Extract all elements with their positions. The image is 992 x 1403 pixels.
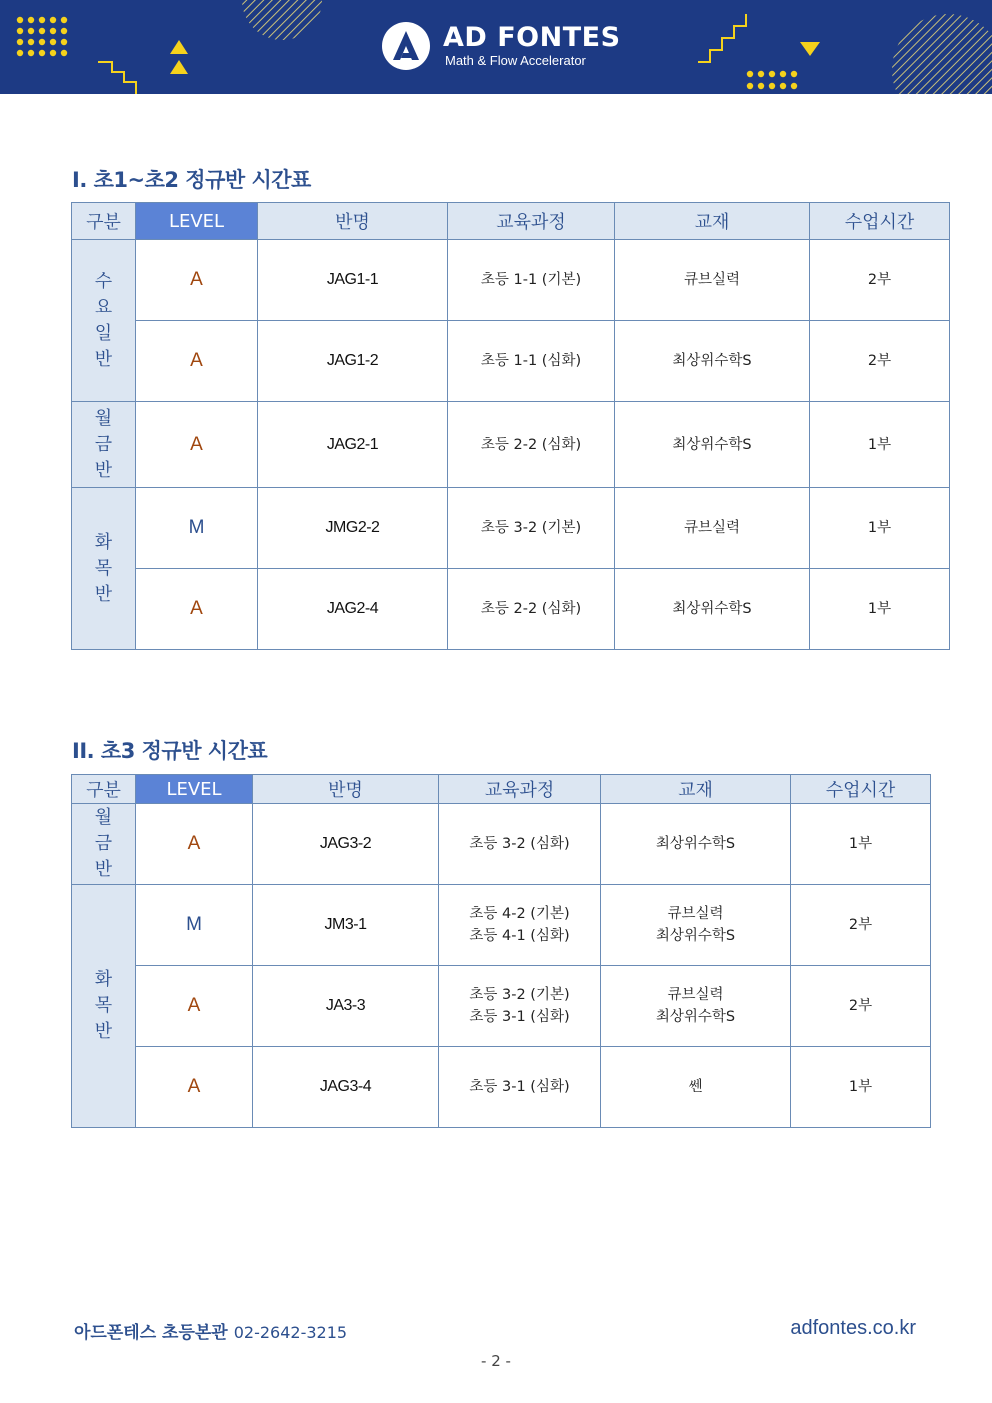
curriculum-cell — [448, 569, 615, 650]
group-label-char: 금 — [94, 833, 113, 854]
column-header: 교재 — [615, 203, 810, 240]
level-cell: A — [136, 966, 253, 1047]
textbook-cell — [615, 488, 810, 569]
group-label — [72, 885, 136, 1128]
table-row — [72, 1047, 931, 1128]
level-cell: A — [136, 1047, 253, 1128]
column-header: 반명 — [253, 775, 439, 804]
group-label-char: 화 — [94, 531, 113, 553]
table-row — [72, 569, 950, 650]
textbook-cell — [615, 569, 810, 650]
textbook-cell — [601, 1047, 791, 1128]
footer-academy — [74, 1318, 347, 1343]
group-label-char: 화 — [94, 969, 113, 990]
class-name-cell: JAG3-4 — [253, 1047, 439, 1128]
curriculum-cell — [439, 966, 601, 1047]
group-label-char: 반 — [94, 583, 113, 605]
textbook-cell-line: 최상위수학S — [655, 1009, 736, 1025]
class-name-cell: JAG1-2 — [258, 321, 448, 402]
curriculum-cell-line: 초등 2-2 (심화) — [480, 601, 582, 617]
level-cell: A — [136, 240, 258, 321]
curriculum-cell-line: 초등 2-2 (심화) — [480, 436, 582, 453]
table-row — [72, 488, 950, 569]
level-cell: A — [136, 402, 258, 488]
column-header: LEVEL — [136, 203, 258, 240]
curriculum-cell-line: 초등 1-1 (심화) — [480, 353, 582, 369]
textbook-cell — [601, 966, 791, 1047]
textbook-cell — [601, 885, 791, 966]
level-cell: M — [136, 488, 258, 569]
level-cell: A — [136, 321, 258, 402]
brand-tagline: Math & Flow Accelerator — [445, 53, 586, 68]
class-name-cell: JMG2-2 — [258, 488, 448, 569]
group-label-char: 금 — [94, 433, 113, 455]
academy-name: 아드폰테스 초등본관 — [74, 1323, 228, 1343]
level-cell: M — [136, 885, 253, 966]
schedule-table-2 — [71, 774, 931, 1128]
table-row — [72, 402, 950, 488]
group-label — [72, 804, 136, 885]
textbook-cell — [601, 804, 791, 885]
column-header: 교재 — [601, 775, 791, 804]
group-label — [72, 488, 136, 650]
textbook-cell-line: 큐브실력 — [667, 987, 724, 1003]
group-label-char: 월 — [94, 807, 113, 828]
textbook-cell — [615, 402, 810, 488]
group-label-char: 반 — [94, 459, 113, 481]
curriculum-cell-line: 초등 3-2 (기본) — [469, 987, 570, 1003]
curriculum-cell-line: 초등 3-1 (심화) — [469, 1009, 570, 1025]
group-label-char: 반 — [94, 859, 113, 880]
class-time-cell: 1부 — [810, 402, 950, 488]
section2-title: II. 초3 정규반 시간표 — [72, 739, 268, 763]
class-name-cell: JA3-3 — [253, 966, 439, 1047]
curriculum-cell — [448, 402, 615, 488]
group-label-char: 일 — [94, 322, 113, 344]
curriculum-cell-line: 초등 3-1 (심화) — [469, 1079, 570, 1095]
level-cell: A — [136, 569, 258, 650]
class-time-cell: 1부 — [791, 1047, 931, 1128]
curriculum-cell — [439, 885, 601, 966]
group-label-char: 요 — [94, 296, 113, 318]
class-time-cell: 2부 — [810, 321, 950, 402]
group-label — [72, 240, 136, 402]
textbook-cell — [615, 240, 810, 321]
group-label — [72, 402, 136, 488]
table-row — [72, 804, 931, 885]
group-label-char: 목 — [94, 995, 113, 1016]
brand-logo — [382, 22, 621, 70]
curriculum-cell-line: 초등 3-2 (기본) — [480, 520, 582, 536]
textbook-cell-line: 큐브실력 — [667, 906, 724, 922]
class-time-cell: 1부 — [810, 569, 950, 650]
class-time-cell: 1부 — [791, 804, 931, 885]
brand-name: AD FONTES — [443, 22, 621, 53]
class-time-cell: 2부 — [810, 240, 950, 321]
column-header: 교육과정 — [448, 203, 615, 240]
textbook-cell-line: 최상위수학S — [655, 928, 736, 944]
group-label-char: 반 — [94, 1021, 113, 1042]
column-header: 구분 — [72, 203, 136, 240]
textbook-cell-line: 최상위수학S — [672, 436, 752, 453]
curriculum-cell-line: 초등 3-2 (심화) — [469, 836, 570, 852]
textbook-cell — [615, 321, 810, 402]
group-label-char: 월 — [94, 407, 113, 429]
curriculum-cell — [439, 804, 601, 885]
class-name-cell: JAG3-2 — [253, 804, 439, 885]
column-header: 구분 — [72, 775, 136, 804]
class-time-cell: 2부 — [791, 966, 931, 1047]
curriculum-cell — [448, 321, 615, 402]
page-number: - 2 - — [481, 1352, 511, 1370]
level-cell: A — [136, 804, 253, 885]
textbook-cell-line: 최상위수학S — [655, 836, 736, 852]
textbook-cell-line: 큐브실력 — [683, 272, 741, 288]
header-banner — [0, 0, 992, 94]
column-header: LEVEL — [136, 775, 253, 804]
section1-title: I. 초1~초2 정규반 시간표 — [72, 168, 311, 192]
academy-phone: 02-2642-3215 — [233, 1323, 348, 1342]
textbook-cell-line: 쎈 — [688, 1079, 703, 1095]
textbook-cell-line: 최상위수학S — [672, 601, 752, 617]
column-header: 교육과정 — [439, 775, 601, 804]
class-name-cell: JM3-1 — [253, 885, 439, 966]
class-name-cell: JAG1-1 — [258, 240, 448, 321]
group-label-char: 반 — [94, 348, 113, 370]
group-label-char: 수 — [94, 270, 113, 292]
class-time-cell: 1부 — [810, 488, 950, 569]
curriculum-cell — [448, 488, 615, 569]
curriculum-cell-line: 초등 4-1 (심화) — [469, 928, 570, 944]
class-name-cell: JAG2-4 — [258, 569, 448, 650]
logo-a-icon — [382, 22, 430, 70]
curriculum-cell-line: 초등 4-2 (기본) — [469, 906, 570, 922]
table-row — [72, 885, 931, 966]
table-row — [72, 966, 931, 1047]
footer-website: adfontes.co.kr — [790, 1317, 916, 1339]
column-header: 수업시간 — [810, 203, 950, 240]
schedule-table-1 — [71, 202, 950, 650]
column-header: 수업시간 — [791, 775, 931, 804]
group-label-char: 목 — [94, 557, 113, 579]
curriculum-cell — [448, 240, 615, 321]
textbook-cell-line: 큐브실력 — [683, 520, 741, 536]
table-row — [72, 240, 950, 321]
curriculum-cell-line: 초등 1-1 (기본) — [480, 272, 582, 288]
column-header: 반명 — [258, 203, 448, 240]
table-row — [72, 321, 950, 402]
class-time-cell: 2부 — [791, 885, 931, 966]
textbook-cell-line: 최상위수학S — [672, 353, 752, 369]
class-name-cell: JAG2-1 — [258, 402, 448, 488]
curriculum-cell — [439, 1047, 601, 1128]
